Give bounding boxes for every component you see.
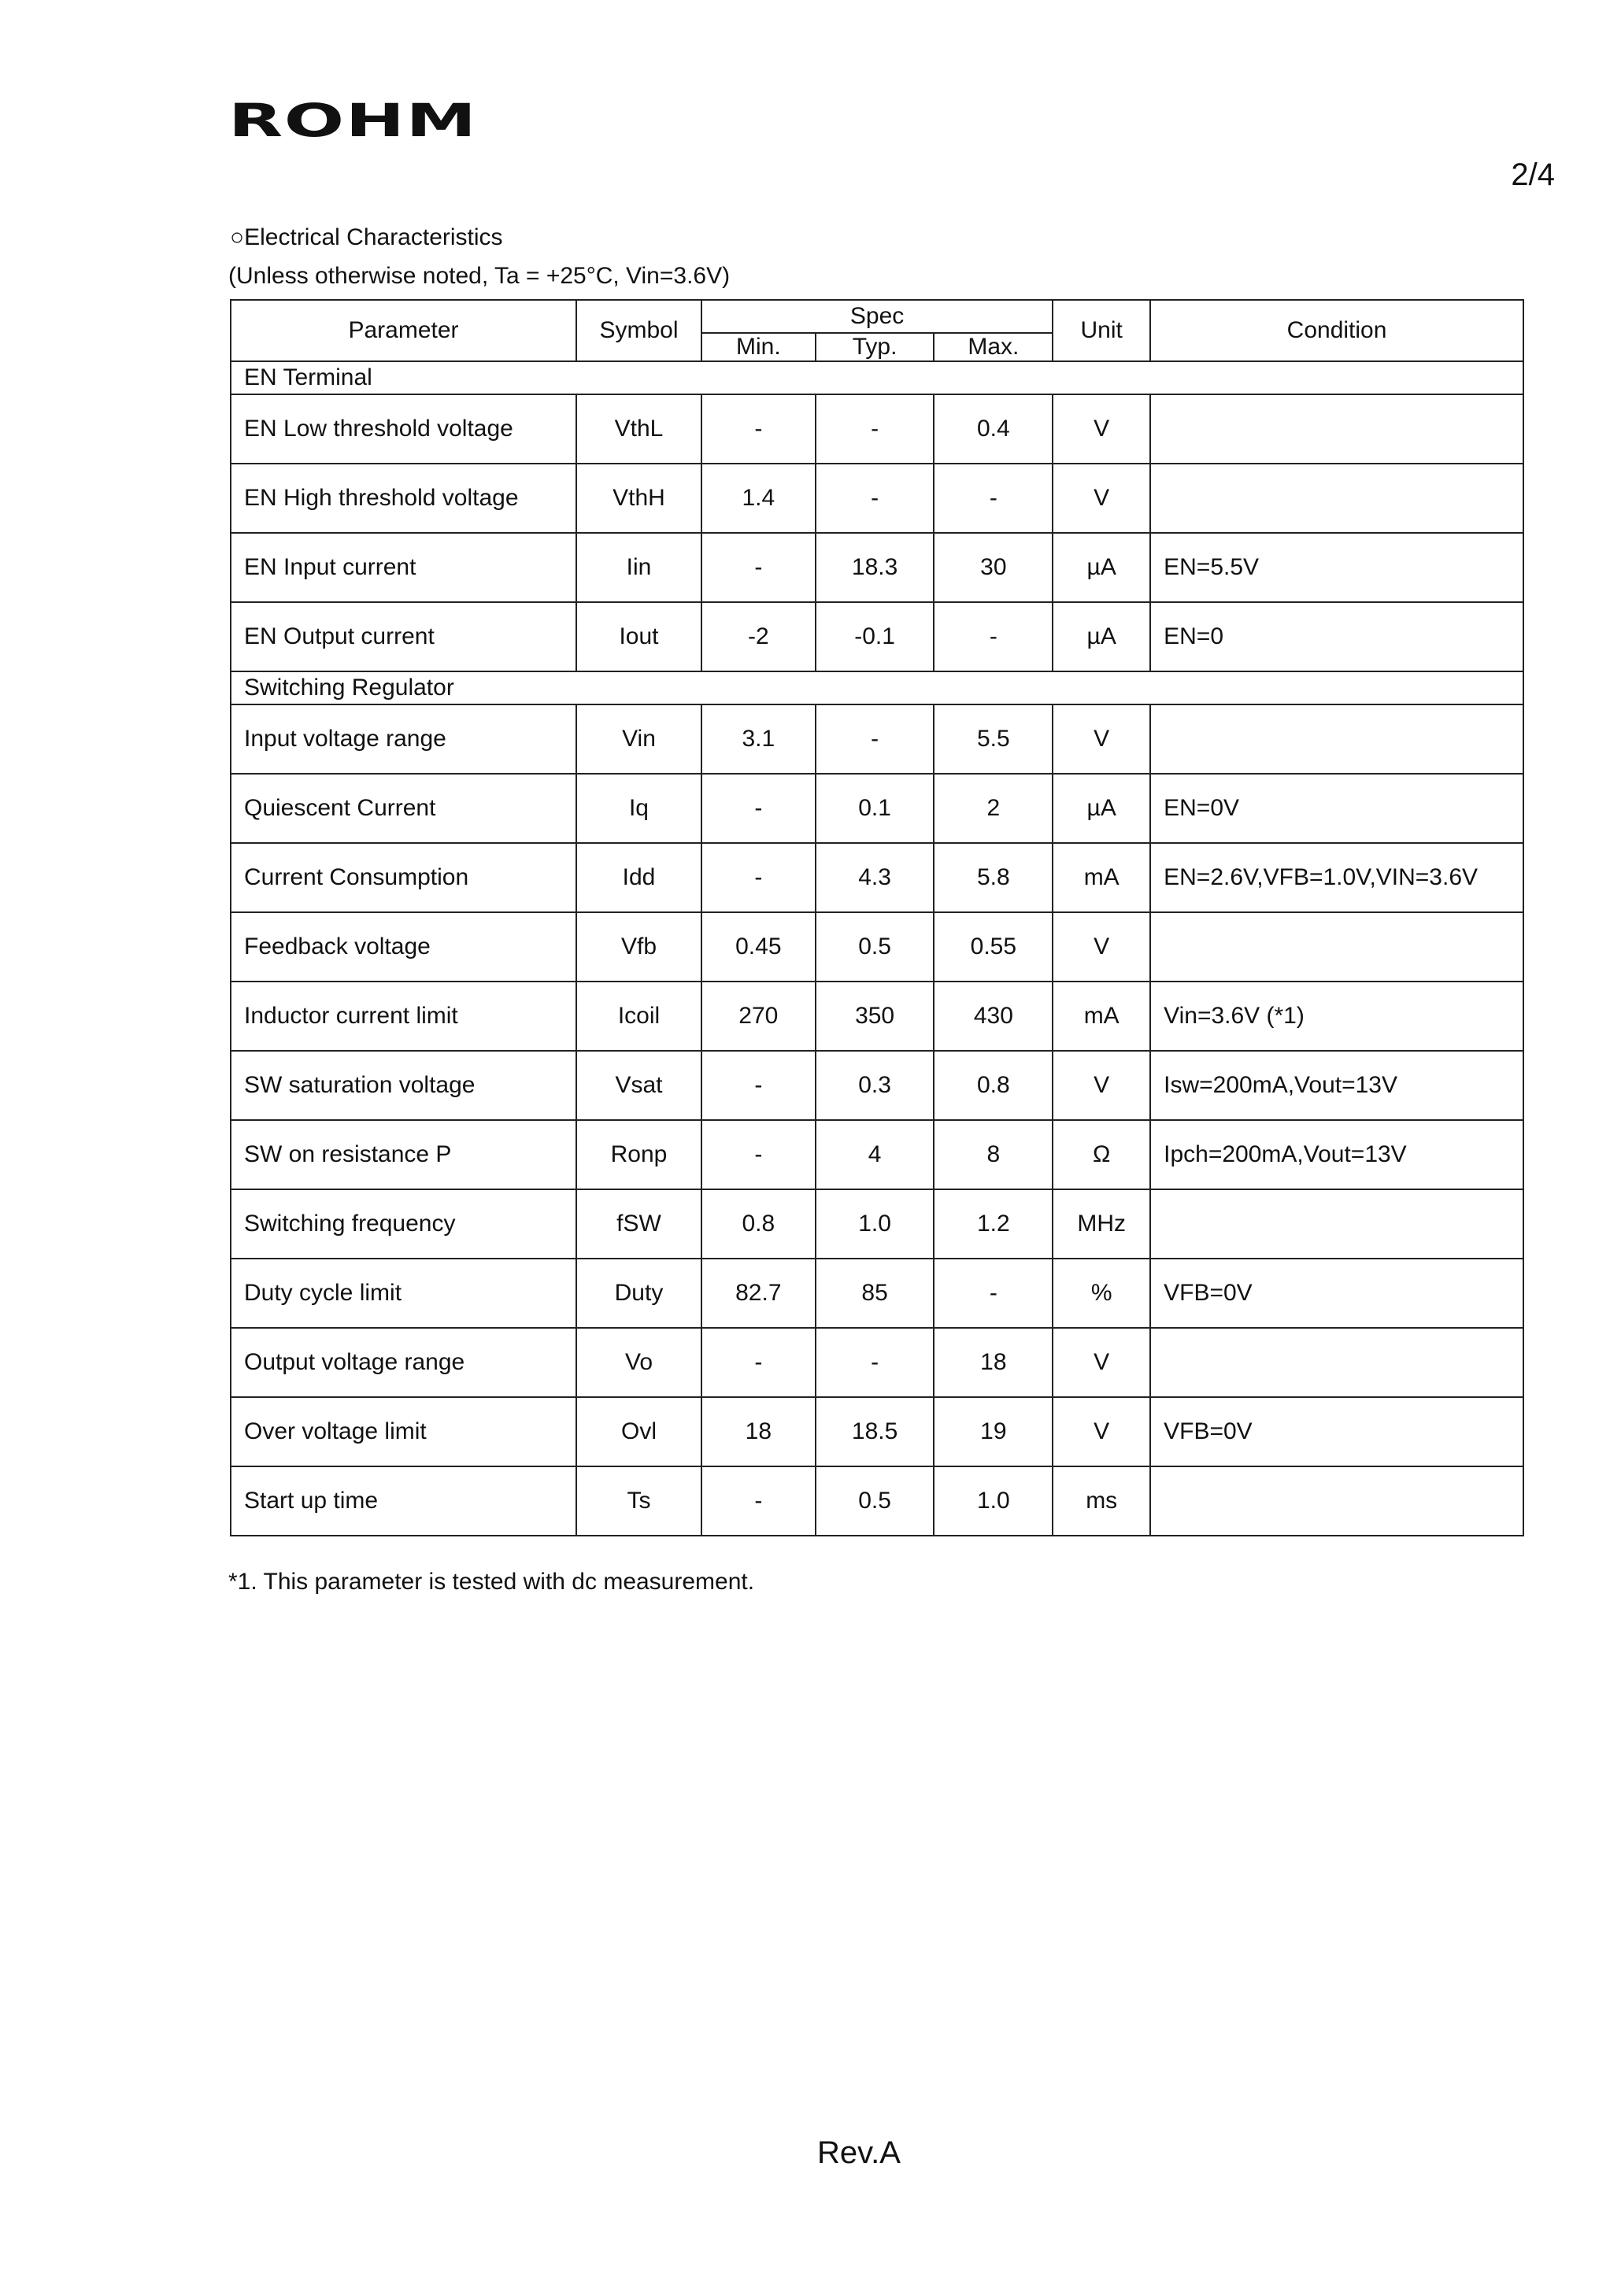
max-cell: 2 (934, 774, 1053, 843)
min-cell: - (701, 533, 816, 602)
unit-cell: mA (1053, 982, 1150, 1051)
page-number: 2/4 (1511, 157, 1555, 192)
table-row (231, 1466, 1523, 1536)
max-cell: - (934, 602, 1053, 671)
unit-cell: mA (1053, 843, 1150, 912)
min-cell: 270 (701, 982, 816, 1051)
unit-cell: µA (1053, 774, 1150, 843)
unit-cell: V (1053, 1397, 1150, 1466)
parameter-cell: Inductor current limit (231, 982, 576, 1051)
max-cell: 19 (934, 1397, 1053, 1466)
typ-cell: 1.0 (816, 1189, 934, 1259)
typ-cell: 0.1 (816, 774, 934, 843)
condition-cell: Ipch=200mA,Vout=13V (1150, 1120, 1523, 1189)
min-cell: - (701, 394, 816, 464)
condition-cell: Isw=200mA,Vout=13V (1150, 1051, 1523, 1120)
parameter-cell: Quiescent Current (231, 774, 576, 843)
max-cell: 0.55 (934, 912, 1053, 982)
condition-cell: Vin=3.6V (*1) (1150, 982, 1523, 1051)
table-row (231, 394, 1523, 464)
rohm-logo: ROHM (228, 94, 478, 147)
parameter-cell: EN Low threshold voltage (231, 394, 576, 464)
unit-cell: V (1053, 1328, 1150, 1397)
table-row (231, 843, 1523, 912)
table-row (231, 1397, 1523, 1466)
typ-cell: - (816, 704, 934, 774)
parameter-cell: Duty cycle limit (231, 1259, 576, 1328)
max-cell: 0.8 (934, 1051, 1053, 1120)
symbol-cell: Vfb (576, 912, 701, 982)
min-cell: - (701, 1466, 816, 1536)
typ-cell: - (816, 464, 934, 533)
group-row (231, 671, 1523, 704)
unit-cell: V (1053, 464, 1150, 533)
unit-cell: ms (1053, 1466, 1150, 1536)
table-row (231, 912, 1523, 982)
parameter-cell: SW on resistance P (231, 1120, 576, 1189)
typ-cell: 18.3 (816, 533, 934, 602)
typ-cell: 18.5 (816, 1397, 934, 1466)
symbol-cell: Duty (576, 1259, 701, 1328)
max-cell: 1.2 (934, 1189, 1053, 1259)
footnote: *1. This parameter is tested with dc measurement. (228, 1569, 755, 1595)
max-cell: 18 (934, 1328, 1053, 1397)
col-header-typ: Typ. (816, 333, 934, 361)
unit-cell: V (1053, 394, 1150, 464)
max-cell: 1.0 (934, 1466, 1053, 1536)
section-title: ○Electrical Characteristics (230, 224, 503, 250)
table-row (231, 704, 1523, 774)
condition-cell (1150, 1328, 1523, 1397)
parameter-cell: Output voltage range (231, 1328, 576, 1397)
min-cell: 82.7 (701, 1259, 816, 1328)
table-row (231, 533, 1523, 602)
symbol-cell: Iout (576, 602, 701, 671)
parameter-cell: EN Input current (231, 533, 576, 602)
col-header-unit: Unit (1053, 300, 1150, 361)
condition-cell (1150, 1466, 1523, 1536)
table-body (231, 361, 1523, 1536)
group-row (231, 361, 1523, 394)
condition-cell: VFB=0V (1150, 1259, 1523, 1328)
test-conditions-note: (Unless otherwise noted, Ta = +25°C, Vin=3.6V) (228, 263, 731, 289)
condition-cell (1150, 1189, 1523, 1259)
min-cell: - (701, 1051, 816, 1120)
unit-cell: Ω (1053, 1120, 1150, 1189)
group-title: Switching Regulator (231, 671, 1523, 704)
col-header-condition: Condition (1150, 300, 1523, 361)
typ-cell: 0.5 (816, 912, 934, 982)
max-cell: - (934, 1259, 1053, 1328)
condition-cell: EN=0 (1150, 602, 1523, 671)
condition-cell: VFB=0V (1150, 1397, 1523, 1466)
table-row (231, 602, 1523, 671)
symbol-cell: VthH (576, 464, 701, 533)
parameter-cell: EN High threshold voltage (231, 464, 576, 533)
table-row (231, 1328, 1523, 1397)
symbol-cell: Ovl (576, 1397, 701, 1466)
symbol-cell: Icoil (576, 982, 701, 1051)
min-cell: - (701, 774, 816, 843)
symbol-cell: Vin (576, 704, 701, 774)
unit-cell: % (1053, 1259, 1150, 1328)
max-cell: 5.8 (934, 843, 1053, 912)
symbol-cell: fSW (576, 1189, 701, 1259)
min-cell: 1.4 (701, 464, 816, 533)
parameter-cell: Input voltage range (231, 704, 576, 774)
table-row (231, 464, 1523, 533)
condition-cell (1150, 394, 1523, 464)
condition-cell: EN=0V (1150, 774, 1523, 843)
table-row (231, 1051, 1523, 1120)
parameter-cell: Feedback voltage (231, 912, 576, 982)
min-cell: 0.8 (701, 1189, 816, 1259)
max-cell: 8 (934, 1120, 1053, 1189)
unit-cell: MHz (1053, 1189, 1150, 1259)
typ-cell: 0.5 (816, 1466, 934, 1536)
parameter-cell: Current Consumption (231, 843, 576, 912)
max-cell: 5.5 (934, 704, 1053, 774)
symbol-cell: Iin (576, 533, 701, 602)
condition-cell (1150, 464, 1523, 533)
min-cell: - (701, 843, 816, 912)
typ-cell: 85 (816, 1259, 934, 1328)
parameter-cell: Start up time (231, 1466, 576, 1536)
min-cell: 3.1 (701, 704, 816, 774)
typ-cell: 350 (816, 982, 934, 1051)
symbol-cell: Vo (576, 1328, 701, 1397)
table-row (231, 774, 1523, 843)
unit-cell: V (1053, 704, 1150, 774)
typ-cell: - (816, 1328, 934, 1397)
group-title: EN Terminal (231, 361, 1523, 394)
symbol-cell: Ronp (576, 1120, 701, 1189)
parameter-cell: Switching frequency (231, 1189, 576, 1259)
max-cell: 0.4 (934, 394, 1053, 464)
table-row (231, 1259, 1523, 1328)
typ-cell: -0.1 (816, 602, 934, 671)
min-cell: -2 (701, 602, 816, 671)
parameter-cell: SW saturation voltage (231, 1051, 576, 1120)
min-cell: - (701, 1328, 816, 1397)
unit-cell: µA (1053, 533, 1150, 602)
unit-cell: V (1053, 1051, 1150, 1120)
condition-cell: EN=2.6V,VFB=1.0V,VIN=3.6V (1150, 843, 1523, 912)
col-header-parameter: Parameter (231, 300, 576, 361)
condition-cell (1150, 912, 1523, 982)
symbol-cell: Idd (576, 843, 701, 912)
min-cell: 18 (701, 1397, 816, 1466)
col-header-spec: Spec (701, 300, 1053, 333)
max-cell: 30 (934, 533, 1053, 602)
max-cell: - (934, 464, 1053, 533)
table-row (231, 1189, 1523, 1259)
col-header-min: Min. (701, 333, 816, 361)
condition-cell (1150, 704, 1523, 774)
symbol-cell: Iq (576, 774, 701, 843)
parameter-cell: EN Output current (231, 602, 576, 671)
parameter-cell: Over voltage limit (231, 1397, 576, 1466)
min-cell: 0.45 (701, 912, 816, 982)
unit-cell: V (1053, 912, 1150, 982)
symbol-cell: Vsat (576, 1051, 701, 1120)
table-row (231, 1120, 1523, 1189)
typ-cell: 0.3 (816, 1051, 934, 1120)
revision-label: Rev.A (817, 2135, 901, 2170)
max-cell: 430 (934, 982, 1053, 1051)
symbol-cell: VthL (576, 394, 701, 464)
electrical-characteristics-table (230, 299, 1524, 1536)
col-header-max: Max. (934, 333, 1053, 361)
symbol-cell: Ts (576, 1466, 701, 1536)
min-cell: - (701, 1120, 816, 1189)
table-row (231, 982, 1523, 1051)
condition-cell: EN=5.5V (1150, 533, 1523, 602)
col-header-symbol: Symbol (576, 300, 701, 361)
typ-cell: 4.3 (816, 843, 934, 912)
typ-cell: 4 (816, 1120, 934, 1189)
unit-cell: µA (1053, 602, 1150, 671)
typ-cell: - (816, 394, 934, 464)
